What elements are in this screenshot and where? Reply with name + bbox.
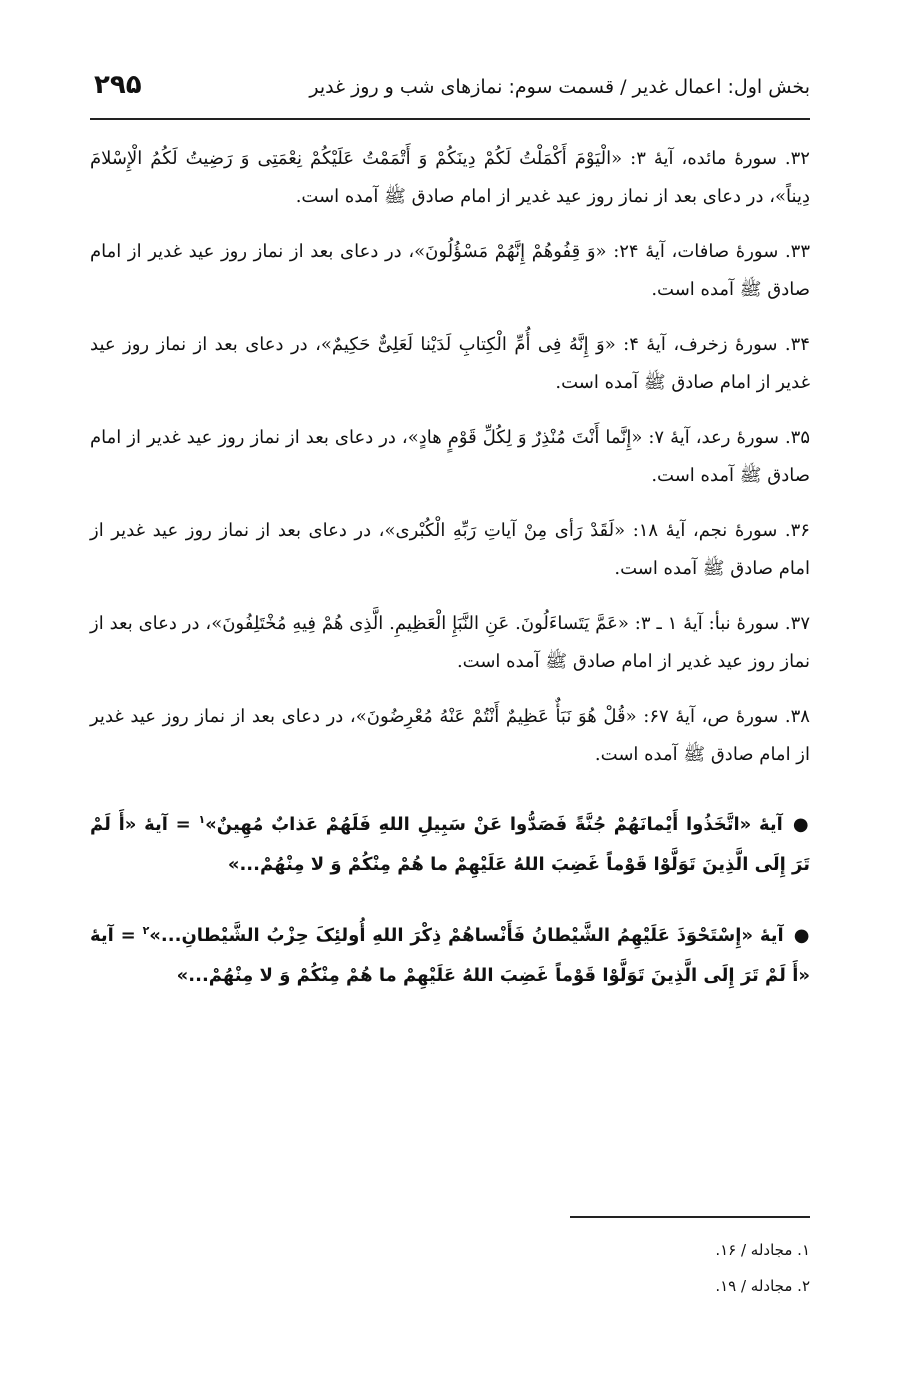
footnote-1: ۱. مجادله / ۱۶. <box>715 1241 810 1259</box>
paragraph-lead: ۳۳. سورهٔ صافات، آیهٔ ۲۴: « <box>595 241 811 262</box>
page-header <box>90 70 810 120</box>
paragraph-32 <box>90 140 810 216</box>
footnote-2: ۲. مجادله / ۱۹. <box>715 1277 810 1295</box>
paragraph-lead: ۳۶. سورهٔ نجم، آیهٔ ۱۸: « <box>614 520 810 541</box>
paragraph-tail: »، در دعای بعد از نماز روز عید غدیر از امام صادق ﷺ آمده است. <box>90 427 810 486</box>
paragraph-tail: »، در دعای بعد از نماز روز عید غدیر از امام صادق ﷺ آمده است. <box>90 706 810 765</box>
quran-verse: الْیَوْمَ أَکْمَلْتُ لَکُمْ دِینَکُمْ وَ أَتْمَمْتُ عَلَیْکُمْ نِعْمَتِی وَ رَضِیتُ لَکُمُ الْإِسْلامَ دِیناً <box>90 148 810 207</box>
bullet-equivalent-verse: = آیهٔ «أَ لَمْ تَرَ إِلَى الَّذِینَ تَوَلَّوْا قَوْماً غَضِبَ اللهُ عَلَیْهِمْ ما هُمْ مِنْکُمْ وَ لا مِنْهُمْ...» <box>90 814 810 875</box>
footnote-ref[interactable]: ۲ <box>142 924 150 937</box>
running-title: بخش اول: اعمال غدیر / قسمت سوم: نمازهای شب و روز غدیر <box>309 76 810 98</box>
bullet-item-1 <box>90 800 810 885</box>
bullet-equivalent-verse: = آیهٔ «أَ لَمْ تَرَ إِلَى الَّذِینَ تَوَلَّوْا قَوْماً غَضِبَ اللهُ عَلَیْهِمْ ما هُمْ مِنْکُمْ وَ لا مِنْهُمْ...» <box>90 925 810 986</box>
bullet-verse: آیهٔ «اتَّخَذُوا أَیْمانَهُمْ جُنَّةً فَصَدُّوا عَنْ سَبِیلِ اللهِ فَلَهُمْ عَذابٌ مُهِینٌ» <box>205 814 783 835</box>
page-number: ۲۹۵ <box>94 70 142 100</box>
quran-verse: إِنَّما أَنْتَ مُنْذِرٌ وَ لِکُلِّ قَوْمٍ هادٍ <box>418 427 632 448</box>
paragraph-lead: ۳۸. سورهٔ ص، آیهٔ ۶۷: « <box>625 706 810 727</box>
footnote-divider <box>570 1216 810 1218</box>
bullet-dot-icon: ● <box>793 925 810 946</box>
paragraph-lead: ۳۲. سورهٔ مائده، آیهٔ ۳: « <box>611 148 810 169</box>
paragraph-tail: »، در دعای بعد از نماز روز عید غدیر از امام صادق ﷺ آمده است. <box>90 520 810 579</box>
paragraph-35 <box>90 419 810 495</box>
bullet-item-2 <box>90 911 810 996</box>
paragraph-34 <box>90 326 810 402</box>
bullet-verse: آیهٔ «إِسْتَحْوَذَ عَلَیْهِمُ الشَّیْطانُ فَأَنْساهُمْ ذِکْرَ اللهِ أُولئِکَ حِزْبُ الشَّیْطانِ...» <box>149 925 784 946</box>
footnote-ref[interactable]: ۱ <box>198 813 206 826</box>
quran-verse: وَ قِفُوهُمْ إِنَّهُمْ مَسْؤُلُونَ <box>425 241 596 262</box>
bullet-dot-icon: ● <box>792 814 810 835</box>
paragraph-lead: ۳۴. سورهٔ زخرف، آیهٔ ۴: « <box>604 334 810 355</box>
quran-verse: لَقَدْ رَأى مِنْ آیاتِ رَبِّهِ الْکُبْرى <box>395 520 615 541</box>
paragraph-lead: ۳۷. سورهٔ نبأ: آیهٔ ۱ ـ ۳: « <box>617 613 810 634</box>
paragraph-tail: »، در دعای بعد از نماز روز عید غدیر از امام صادق ﷺ آمده است. <box>295 186 787 207</box>
quran-verse: عَمَّ یَتَساءَلُونَ. عَنِ النَّبَإِ الْعَظِیمِ. الَّذِی هُمْ فِیهِ مُخْتَلِفُونَ <box>222 613 618 634</box>
body-text <box>90 140 810 996</box>
paragraph-tail: »، در دعای بعد از نماز روز عید غدیر از امام صادق ﷺ آمده است. <box>90 613 810 672</box>
quran-verse: قُلْ هُوَ نَبَأٌ عَظِیمٌ أَنْتُمْ عَنْهُ مُعْرِضُونَ <box>366 706 626 727</box>
paragraph-lead: ۳۵. سورهٔ رعد، آیهٔ ۷: « <box>631 427 811 448</box>
paragraph-38 <box>90 698 810 774</box>
paragraph-tail: »، در دعای بعد از نماز روز عید غدیر از امام صادق ﷺ آمده است. <box>90 241 810 300</box>
quran-verse: وَ إِنَّهُ فِی أُمِّ الْکِتابِ لَدَیْنا لَعَلِیٌّ حَکِیمٌ <box>331 334 605 355</box>
header-divider <box>90 118 810 120</box>
paragraph-37 <box>90 605 810 681</box>
paragraph-33 <box>90 233 810 309</box>
footnotes <box>410 1232 810 1304</box>
paragraph-tail: »، در دعای بعد از نماز روز عید غدیر از امام صادق ﷺ آمده است. <box>90 334 810 393</box>
paragraph-36 <box>90 512 810 588</box>
